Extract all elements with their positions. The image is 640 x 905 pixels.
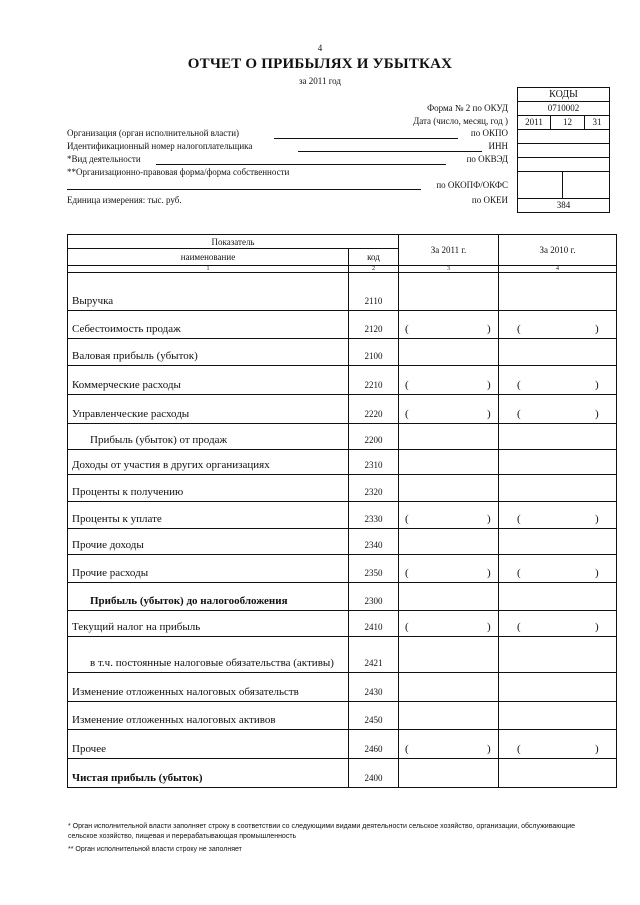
value-2010-cell[interactable]	[499, 673, 617, 702]
row-name: Проценты к получению	[68, 475, 349, 502]
value-2011-cell[interactable]	[399, 450, 499, 475]
activity-label: *Вид деятельности	[67, 154, 141, 164]
value-2010-cell[interactable]	[499, 450, 617, 475]
value-2011-cell[interactable]	[399, 339, 499, 366]
value-2011-cell[interactable]	[399, 583, 499, 611]
table-row	[68, 555, 617, 583]
row-name: Доходы от участия в других организациях	[68, 450, 349, 475]
row-code: 2220	[349, 395, 399, 424]
value-2010-cell[interactable]	[499, 273, 617, 311]
open-paren: (	[405, 408, 409, 420]
row-name: Прочие расходы	[68, 555, 349, 583]
profit-loss-table	[67, 234, 617, 788]
value-2010-cell[interactable]	[499, 611, 617, 637]
unit-label: Единица измерения: тыс. руб.	[67, 195, 182, 205]
value-2011-cell[interactable]	[399, 273, 499, 311]
row-name: Валовая прибыль (убыток)	[68, 339, 349, 366]
open-paren: (	[517, 513, 521, 525]
value-2011-cell[interactable]	[399, 759, 499, 788]
value-2011-cell[interactable]	[399, 366, 499, 395]
row-name: Изменение отложенных налоговых активов	[68, 702, 349, 730]
open-paren: (	[405, 621, 409, 633]
open-paren: (	[405, 513, 409, 525]
table-row	[68, 702, 617, 730]
row-name: Текущий налог на прибыль	[68, 611, 349, 637]
row-code: 2100	[349, 339, 399, 366]
codes-box	[517, 87, 610, 213]
page-number: 4	[317, 43, 323, 53]
row-code: 2210	[349, 366, 399, 395]
table-row	[68, 311, 617, 339]
row-code: 2421	[349, 637, 399, 673]
close-paren: )	[487, 621, 491, 633]
date-month: 12	[551, 116, 585, 129]
close-paren: )	[487, 323, 491, 335]
open-paren: (	[517, 621, 521, 633]
date-code	[518, 115, 609, 129]
value-2010-cell[interactable]	[499, 555, 617, 583]
close-paren: )	[487, 379, 491, 391]
value-2010-cell[interactable]	[499, 311, 617, 339]
inn-label-left: Идентификационный номер налогоплательщика	[67, 141, 253, 151]
row-name: Управленческие расходы	[68, 395, 349, 424]
open-paren: (	[405, 323, 409, 335]
value-2011-cell[interactable]	[399, 311, 499, 339]
value-2010-cell[interactable]	[499, 366, 617, 395]
column-number: 2	[349, 266, 399, 273]
date-label: Дата (число, месяц, год )	[413, 116, 508, 126]
table-row	[68, 366, 617, 395]
row-code: 2400	[349, 759, 399, 788]
report-title: ОТЧЕТ О ПРИБЫЛЯХ И УБЫТКАХ	[187, 56, 453, 72]
row-name: Чистая прибыль (убыток)	[68, 759, 349, 788]
value-2010-cell[interactable]	[499, 583, 617, 611]
table-row	[68, 502, 617, 529]
row-code: 2340	[349, 529, 399, 555]
okpo-code[interactable]	[518, 129, 609, 143]
table-row	[68, 611, 617, 637]
value-2011-cell[interactable]	[399, 637, 499, 673]
table-row	[68, 273, 617, 311]
okei-label: по ОКЕИ	[471, 195, 508, 205]
table-row	[68, 730, 617, 759]
row-name: Прочие доходы	[68, 529, 349, 555]
okpo-label: по ОКПО	[470, 128, 508, 138]
value-2010-cell[interactable]	[499, 339, 617, 366]
value-2011-cell[interactable]	[399, 475, 499, 502]
table-row	[68, 450, 617, 475]
row-code: 2300	[349, 583, 399, 611]
close-paren: )	[595, 621, 599, 633]
row-code: 2430	[349, 673, 399, 702]
table-row	[68, 637, 617, 673]
inn-code[interactable]	[518, 143, 609, 157]
value-2011-cell[interactable]	[399, 395, 499, 424]
row-name: Прибыль (убыток) от продаж	[68, 424, 349, 450]
close-paren: )	[487, 408, 491, 420]
row-name: в т.ч. постоянные налоговые обязательства (активы)	[68, 637, 349, 673]
table-row	[68, 424, 617, 450]
row-code: 2460	[349, 730, 399, 759]
value-2011-cell[interactable]	[399, 611, 499, 637]
open-paren: (	[405, 743, 409, 755]
column-number: 4	[499, 266, 617, 273]
okei-code: 384	[518, 198, 609, 212]
indicator-header: Показатель	[68, 235, 399, 249]
okved-label: по ОКВЭД	[466, 154, 508, 164]
value-2010-cell[interactable]	[499, 475, 617, 502]
row-name: Прибыль (убыток) до налогообложения	[68, 583, 349, 611]
okopf-label: по ОКОПФ/ОКФС	[436, 180, 508, 190]
date-year: 2011	[518, 116, 551, 129]
open-paren: (	[517, 567, 521, 579]
row-name: Прочее	[68, 730, 349, 759]
row-code: 2320	[349, 475, 399, 502]
okud-code: 0710002	[518, 101, 609, 115]
row-code: 2310	[349, 450, 399, 475]
name-header: наименование	[68, 249, 349, 266]
organization-field[interactable]	[274, 138, 458, 139]
close-paren: )	[595, 567, 599, 579]
footnote-1: * Орган исполнительной власти заполняет строку в соответствии со следующими видами деятельности сельское хозяйство, организации, обслуживающие сельское хозяйство, пищевая и перерабатывающая промышленность	[68, 823, 576, 840]
table-row	[68, 339, 617, 366]
close-paren: )	[595, 379, 599, 391]
value-2010-cell[interactable]	[499, 730, 617, 759]
open-paren: (	[517, 379, 521, 391]
close-paren: )	[487, 743, 491, 755]
legal-form-field[interactable]	[67, 189, 421, 190]
value-2010-cell[interactable]	[499, 702, 617, 730]
date-day: 31	[592, 117, 602, 127]
value-2011-cell[interactable]	[399, 702, 499, 730]
open-paren: (	[517, 743, 521, 755]
close-paren: )	[595, 408, 599, 420]
open-paren: (	[517, 408, 521, 420]
row-code: 2350	[349, 555, 399, 583]
okopf-code[interactable]	[518, 171, 609, 198]
row-name: Проценты к уплате	[68, 502, 349, 529]
code-header: код	[349, 249, 399, 266]
row-name: Себестоимость продаж	[68, 311, 349, 339]
legal-form-label: **Организационно-правовая форма/форма собственности	[67, 167, 290, 177]
row-name: Изменение отложенных налоговых обязательств	[68, 673, 349, 702]
column-number: 1	[68, 266, 349, 273]
open-paren: (	[517, 323, 521, 335]
value-2010-cell[interactable]	[499, 529, 617, 555]
value-2011-cell[interactable]	[399, 730, 499, 759]
table-row	[68, 395, 617, 424]
value-2010-cell[interactable]	[499, 502, 617, 529]
row-code: 2410	[349, 611, 399, 637]
row-code: 2120	[349, 311, 399, 339]
table-row	[68, 759, 617, 788]
column-number: 3	[399, 266, 499, 273]
close-paren: )	[487, 513, 491, 525]
year-2010-header: За 2010 г.	[499, 235, 617, 266]
year-2011-header: За 2011 г.	[399, 235, 499, 266]
close-paren: )	[595, 513, 599, 525]
row-name: Коммерческие расходы	[68, 366, 349, 395]
open-paren: (	[405, 379, 409, 391]
inn-field[interactable]	[298, 151, 482, 152]
close-paren: )	[595, 323, 599, 335]
value-2011-cell[interactable]	[399, 502, 499, 529]
table-row	[68, 673, 617, 702]
value-2010-cell[interactable]	[499, 637, 617, 673]
value-2011-cell[interactable]	[399, 555, 499, 583]
organization-label: Организация (орган исполнительной власти)	[67, 128, 240, 138]
row-code: 2450	[349, 702, 399, 730]
open-paren: (	[405, 567, 409, 579]
form-okud-label: Форма № 2 по ОКУД	[427, 103, 508, 113]
row-name: Выручка	[68, 273, 349, 311]
row-code: 2200	[349, 424, 399, 450]
activity-field[interactable]	[156, 164, 446, 165]
codes-header: КОДЫ	[549, 89, 578, 100]
close-paren: )	[487, 567, 491, 579]
table-row	[68, 583, 617, 611]
report-period: за 2011 год	[298, 76, 341, 86]
table-row	[68, 475, 617, 502]
row-code: 2330	[349, 502, 399, 529]
value-2010-cell[interactable]	[499, 759, 617, 788]
inn-label: ИНН	[488, 141, 508, 151]
table-row	[68, 529, 617, 555]
value-2010-cell[interactable]	[499, 395, 617, 424]
close-paren: )	[595, 743, 599, 755]
okved-code[interactable]	[518, 157, 609, 171]
value-2011-cell[interactable]	[399, 673, 499, 702]
value-2011-cell[interactable]	[399, 424, 499, 450]
value-2011-cell[interactable]	[399, 529, 499, 555]
footnote-2: ** Орган исполнительной власти строку не заполняет	[68, 846, 242, 853]
value-2010-cell[interactable]	[499, 424, 617, 450]
row-code: 2110	[349, 273, 399, 311]
